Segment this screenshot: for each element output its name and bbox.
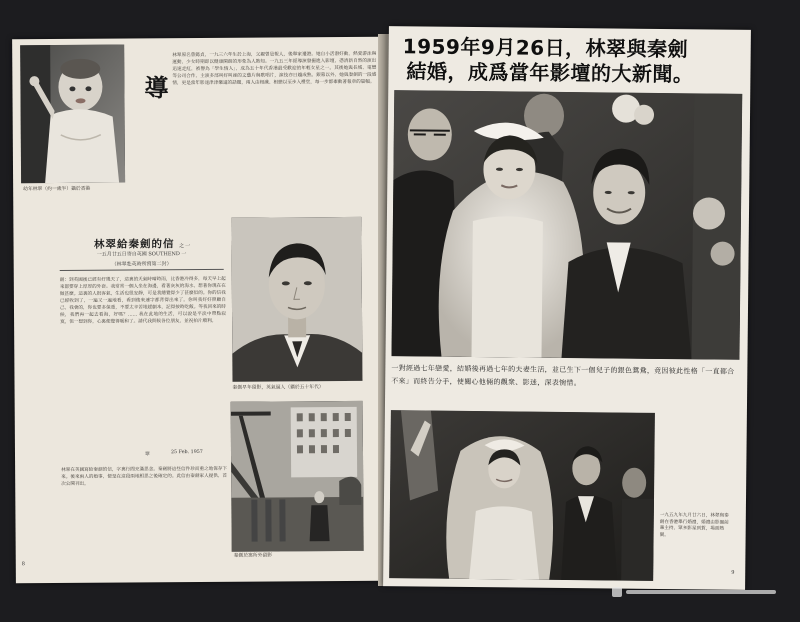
baby-photo-caption: 幼年林翠（約一歲半）攝於香港 <box>23 186 91 193</box>
left-page <box>12 37 388 584</box>
watermark-logo <box>612 585 780 599</box>
baby-photo <box>20 45 125 184</box>
letter-rule <box>60 269 224 271</box>
letter-text: 劍：到英國後已經有好幾天了，這裏的天氣時晴時雨，比香港冷得多，每天早上起來都要穿上厚厚的外套。我常常一個人坐在海邊，看著灰灰的海水，想著你現在在做甚麼。這裏的人很客氣，生活也很安靜，可是我總覺得少了甚麼似的。你的信我已經收到了，一遍又一遍地看，看到後來連字都背得出來了。你叫我好好照顧自己，我會的，你也要多保重，不要太辛苦地趕劇本，記得按時吃飯。等我回來的時候，我們再一起去看海，好嗎？…… 我在此地的生活，可以說是平淡中帶點寂寞，但一想到你，心裏便覺得暖和了。請代我問候各位朋友，並祝拍片順利。 <box>59 276 227 325</box>
street-photo <box>231 401 364 552</box>
bottom-caption: 一九五九年九月廿六日，林翠與秦劍在香港舉行婚禮，婚禮由影圈前輩主持，眾多影星到賀，場面熱鬧。 <box>659 512 729 538</box>
letter-subtitle-2: （林翠赴英時所寫第二封） <box>111 261 172 268</box>
right-page <box>383 26 751 590</box>
letter-subtitle: 一五月廿五日寄自英國 SOUTHEND 一 <box>96 251 187 258</box>
section-mark: 導 <box>144 73 169 103</box>
wedding-photo-bottom <box>389 410 655 581</box>
wedding-photo-main <box>391 90 742 360</box>
letter-title-suffix: 之一 <box>179 243 192 250</box>
headline <box>402 34 743 88</box>
letter-signature: 翠 <box>144 452 150 458</box>
street-photo-caption: 秦劍於寓所外留影 <box>233 553 273 559</box>
left-page-number: 8 <box>21 561 25 568</box>
letter-title-main: 林翠給秦劍的信 <box>93 238 175 251</box>
young-man-photo <box>231 217 362 382</box>
middle-caption: 一對經過七年戀愛，結婚後再過七年的夫妻生活，並已生下一個兒子的銀色鴛鴦，竟因彼此性格「一直都合不來」而終告分手，使關心他倆的觀衆、影迷，深表惋惜。 <box>391 364 735 387</box>
letter-footer-text: 林翠在英國寫給秦劍的信，字裏行間充滿思念。秦劍將這些信件珍而重之地保存下來。後來兩人的婚事，便是在這段兩地相思之後確定的。此信由秦劍家人提供，首次公開刊出。 <box>61 466 228 487</box>
right-page-number: 9 <box>731 569 735 576</box>
letter-date: 25 Feb. 1957 <box>170 449 203 456</box>
young-man-caption: 秦劍早年留影，英氣逼人（攝於五十年代） <box>232 385 324 391</box>
headline-line-2: 結婚，成爲當年影壇的大新聞。 <box>406 59 694 87</box>
headline-line-1: 1959年9月26日，林翠與秦劍 <box>402 34 689 62</box>
intro-text: 林翠原名曾懿貞，一九三六年生於上海，父親曾是報人，後舉家遷港。她自小活潑好動，熱愛游泳與運動，少女時期即以健康開朗的形象為人熟知。一九五三年經導演發掘進入影壇，憑清新自然的演出迅速走紅，被譽為「學生情人」，成為五十年代香港最受歡迎的年輕女星之一。其後她與長城、電懋等公司合作，主演多部叫好叫座的文藝片與歌唱片，演技亦日趨成熟。銀幕以外，她與秦劍的一段感情，更是當年影迷津津樂道的話題，兩人由相識、相戀以至步入禮堂，每一步都牽動著報章的篇幅。 <box>172 51 377 87</box>
